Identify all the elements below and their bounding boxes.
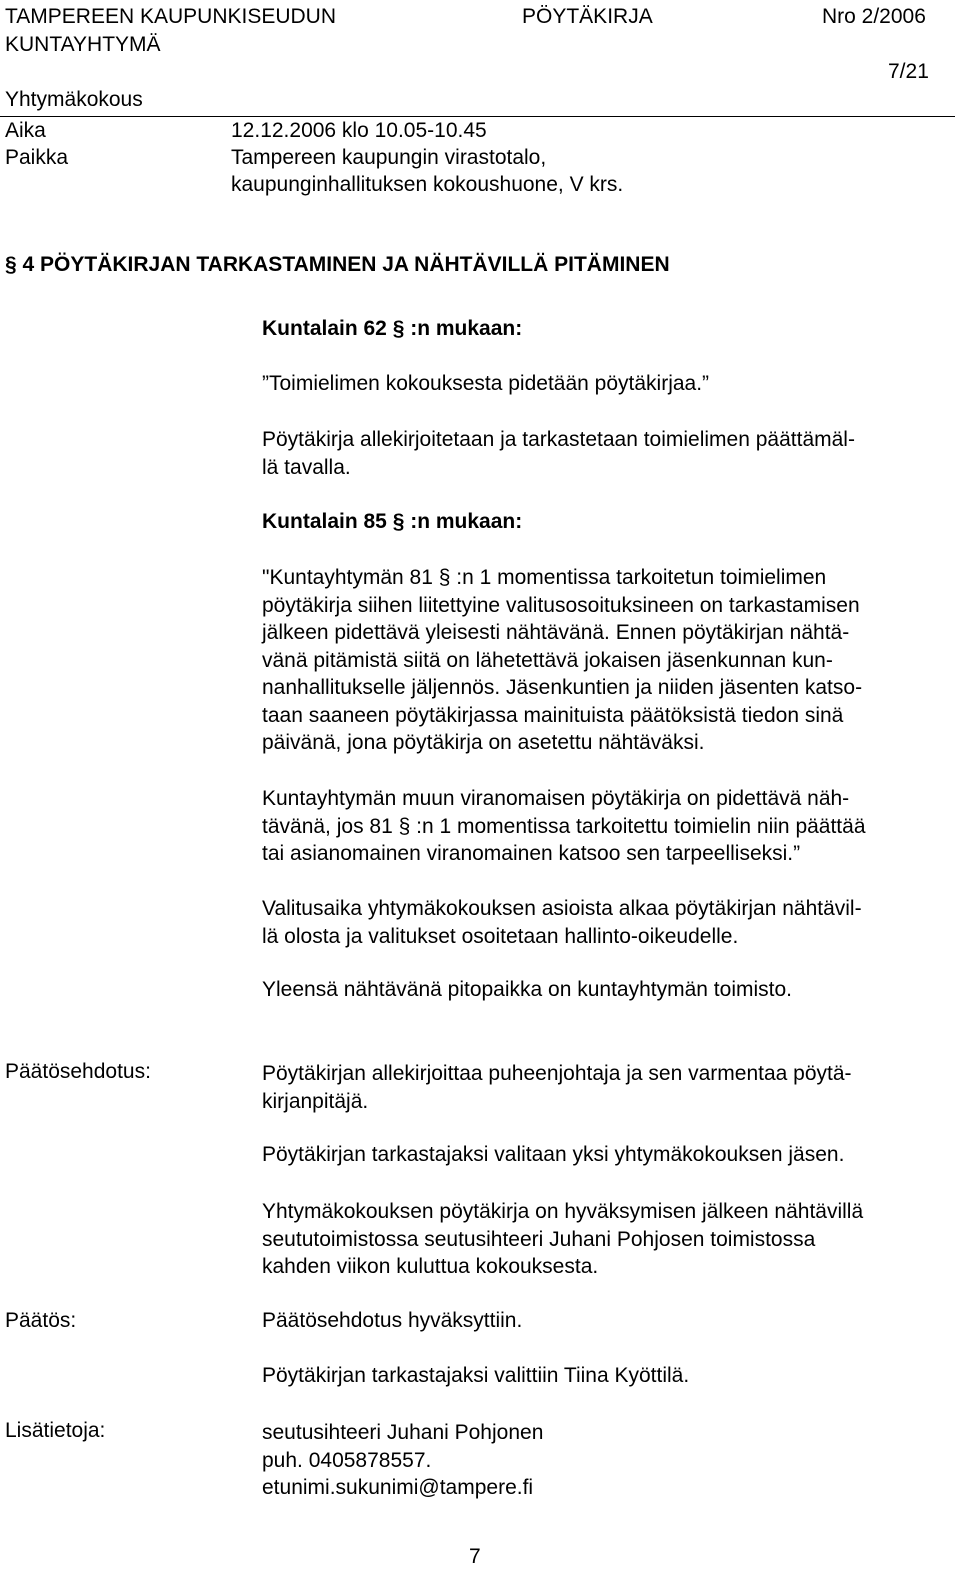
info-contact [262,1419,952,1502]
text-line: Pöytäkirja allekirjoitetaan ja tarkastetaan toimielimen päättämäl- [262,428,855,451]
place-value-line2: kaupunginhallituksen kokoushuone, V krs. [231,173,624,196]
contact-name: seutusihteeri Juhani Pohjonen [262,1421,544,1444]
text-line: taan saaneen pöytäkirjassa mainituista päätöksistä tiedon sinä [262,703,844,727]
doc-type: PÖYTÄKIRJA [522,5,653,28]
proposal-p1 [262,1060,952,1115]
text-line: tävänä, jos 81 § :n 1 momentissa tarkoitettu toimielin niin päättää [262,814,866,838]
text-line: Yhtymäkokouksen pöytäkirja on hyväksymisen jälkeen nähtävillä [262,1200,864,1223]
org-name-line1: TAMPEREEN KAUPUNKISEUDUN [5,5,336,28]
contact-phone: puh. 0405878557. [262,1448,432,1472]
text-line: Kuntayhtymän muun viranomaisen pöytäkirja on pidettävä näh- [262,787,850,810]
text-line: "Kuntayhtymän 81 § :n 1 momentissa tarkoitetun toimielimen [262,566,827,589]
proposal-label: Päätösehdotus: [5,1060,151,1083]
text-line: päivänä, jona pöytäkirja on asetettu nähtäväksi. [262,731,705,754]
page-number: 7 [469,1545,481,1568]
header-divider [0,116,955,117]
proposal-p3 [262,1198,952,1281]
law2-text [262,564,952,757]
text-line: vänä pitämistä siitä on lähetettävä jokaisen jäsenkunnan kun- [262,648,833,672]
law2-text-b [262,785,952,868]
law1-heading: Kuntalain 62 § :n mukaan: [262,317,523,340]
place-label: Paikka [5,146,69,169]
contact-email[interactable]: etunimi.sukunimi@tampere.fi [262,1476,534,1499]
page-count: 7/21 [888,60,929,83]
law2-heading: Kuntalain 85 § :n mukaan: [262,510,523,533]
section-title: § 4 PÖYTÄKIRJAN TARKASTAMINEN JA NÄHTÄVILLÄ PITÄMINEN [5,253,670,276]
info-label: Lisätietoja: [5,1419,106,1442]
proposal-p2: Pöytäkirjan tarkastajaksi valitaan yksi yhtymäkokouksen jäsen. [262,1143,845,1166]
text-line: Valitusaika yhtymäkokouksen asioista alkaa pöytäkirjan nähtävil- [262,897,862,920]
law1-text [262,426,952,481]
time-label: Aika [5,119,46,142]
text-line: lä olosta ja valitukset osoitetaan hallinto-oikeudelle. [262,924,739,948]
display-place: Yleensä nähtävänä pitopaikka on kuntayhtymän toimisto. [262,978,792,1001]
text-line: kirjanpitäjä. [262,1089,369,1113]
text-line: lä tavalla. [262,455,351,479]
text-line: nanhallitukselle jäljennös. Jäsenkuntien ja niiden jäsenten katso- [262,676,863,699]
decision-p1: Päätösehdotus hyväksyttiin. [262,1309,523,1332]
text-line: jälkeen pidettävä yleisesti nähtävänä. Ennen pöytäkirjan nähtä- [262,621,850,644]
text-line: Pöytäkirjan allekirjoittaa puheenjohtaja ja sen varmentaa pöytä- [262,1062,852,1085]
text-line: seututoimistossa seutusihteeri Juhani Pohjosen toimistossa [262,1227,816,1251]
text-line: tai asianomainen viranomainen katsoo sen tarpeelliseksi.” [262,842,801,865]
text-line: pöytäkirja siihen liitettyine valitusosoituksineen on tarkastamisen [262,593,860,617]
org-name-line2: KUNTAYHTYMÄ [5,33,161,56]
decision-label: Päätös: [5,1309,77,1332]
doc-number: Nro 2/2006 [822,5,926,28]
time-value: 12.12.2006 klo 10.05-10.45 [231,119,487,142]
law1-quote: ”Toimielimen kokouksesta pidetään pöytäkirjaa.” [262,372,710,395]
decision-p2: Pöytäkirjan tarkastajaksi valittiin Tiina Kyöttilä. [262,1364,690,1387]
text-line: kahden viikon kuluttua kokouksesta. [262,1255,599,1278]
meeting-type: Yhtymäkokous [5,88,143,111]
appeal-text [262,895,952,950]
place-value-line1: Tampereen kaupungin virastotalo, [231,146,547,169]
